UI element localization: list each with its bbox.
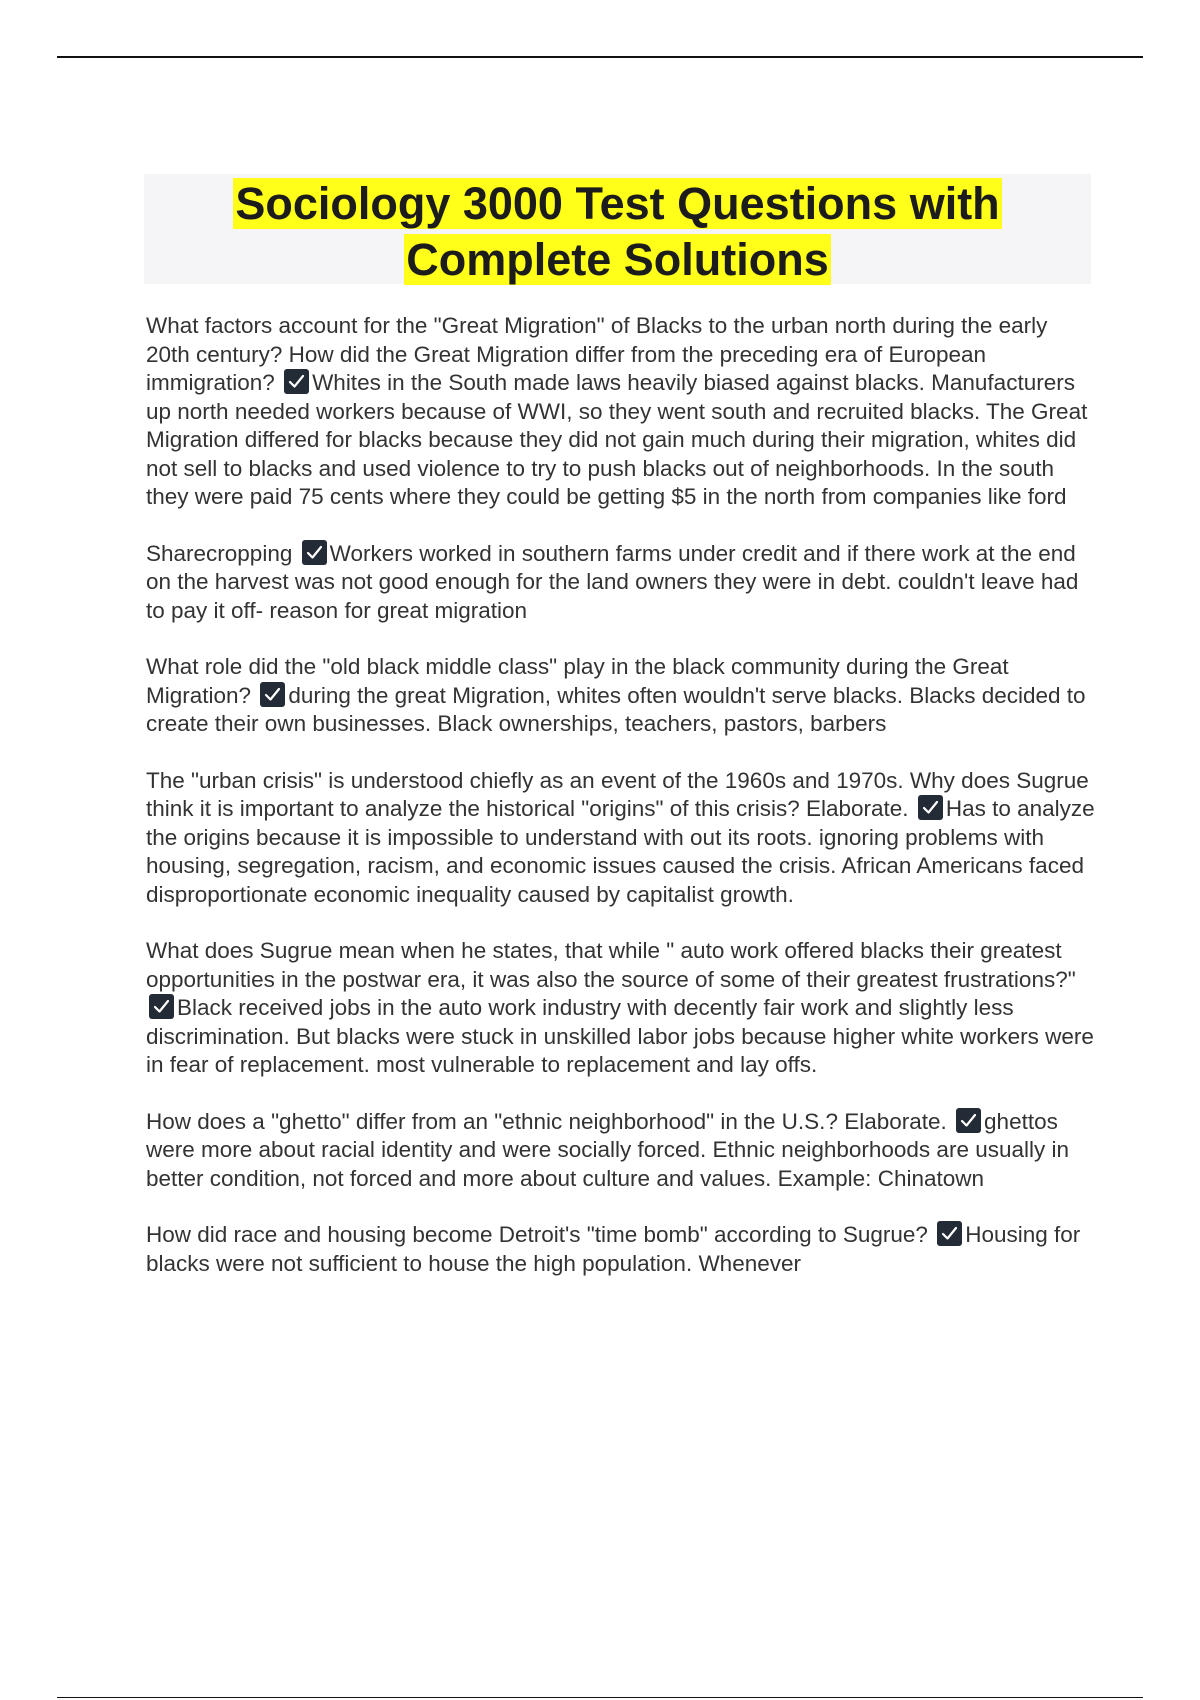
qa-item <box>146 653 1096 739</box>
title-line-2: Complete Solutions <box>406 234 829 285</box>
answer-text: Has to analyze the origins because it is impossible to understand with out its roots. ignoring problems with housing, segregation, racism, and economic issues caused the crisis. African Americans faced disproportionate economic inequality caused by capitalist growth. <box>146 796 1095 907</box>
answer-text: Housing for blacks were not sufficient to house the high population. Whenever <box>146 1222 1081 1276</box>
question-text: What role did the "old black middle class" play in the black community during the Great Migration? <box>146 654 1009 708</box>
document-title <box>144 174 1091 288</box>
qa-item <box>146 937 1096 1080</box>
qa-list <box>146 312 1096 1306</box>
answer-text: Whites in the South made laws heavily biased against blacks. Manufacturers up north needed workers because of WWI, so they went south and recruited blacks. The Great Migration differed for blacks because they did not gain much during their migration, whites did not sell to blacks and used violence to try to push blacks out of neighborhoods. In the south they were paid 75 cents where they could be getting $5 in the north from companies like ford <box>146 370 1088 509</box>
checkmark-icon <box>149 994 174 1019</box>
answer-text: during the great Migration, whites often wouldn't serve blacks. Blacks decided to create their own businesses. Black ownerships, teachers, pastors, barbers <box>146 682 1086 736</box>
checkmark-icon <box>956 1108 981 1133</box>
checkmark-icon <box>284 369 309 394</box>
checkmark-icon <box>260 682 285 707</box>
qa-item <box>146 1221 1096 1278</box>
title-box <box>144 174 1091 284</box>
qa-item <box>146 767 1096 910</box>
qa-item <box>146 1108 1096 1194</box>
question-text: How does a "ghetto" differ from an "ethnic neighborhood" in the U.S.? Elaborate. <box>146 1108 947 1134</box>
answer-text: Black received jobs in the auto work industry with decently fair work and slightly less discrimination. But blacks were stuck in unskilled labor jobs because higher white workers were in fear of replacement. most vulnerable to replacement and lay offs. <box>146 995 1094 1077</box>
qa-item <box>146 540 1096 626</box>
answer-text: ghettos were more about racial identity and were socially forced. Ethnic neighborhoods are usually in better condition, not forced and more about culture and values. Example: Chinatown <box>146 1108 1070 1191</box>
top-rule <box>57 56 1143 58</box>
checkmark-icon <box>302 540 327 565</box>
question-text: The "urban crisis" is understood chiefly as an event of the 1960s and 1970s. Why does Sugrue think it is important to analyze the historical "origins" of this crisis? Elaborate. <box>146 767 1089 821</box>
checkmark-icon <box>918 795 943 820</box>
question-text: What does Sugrue mean when he states, that while " auto work offered blacks their greatest opportunities in the postwar era, it was also the source of some of their greatest frustrations?" <box>146 938 1076 992</box>
checkmark-icon <box>937 1221 962 1246</box>
bottom-rule <box>57 1697 1143 1698</box>
title-line-1: Sociology 3000 Test Questions with <box>235 178 1000 229</box>
answer-text: Workers worked in southern farms under credit and if there work at the end on the harvest was not good enough for the land owners they were in debt. couldn't leave had to pay it off- reason for great migration <box>146 540 1079 623</box>
qa-item <box>146 312 1096 512</box>
question-text: Sharecropping <box>146 540 293 566</box>
question-text: What factors account for the "Great Migration" of Blacks to the urban north during the early 20th century? How did the Great Migration differ from the preceding era of European immigration? <box>146 313 1048 395</box>
question-text: How did race and housing become Detroit's "time bomb" according to Sugrue? <box>146 1222 928 1247</box>
